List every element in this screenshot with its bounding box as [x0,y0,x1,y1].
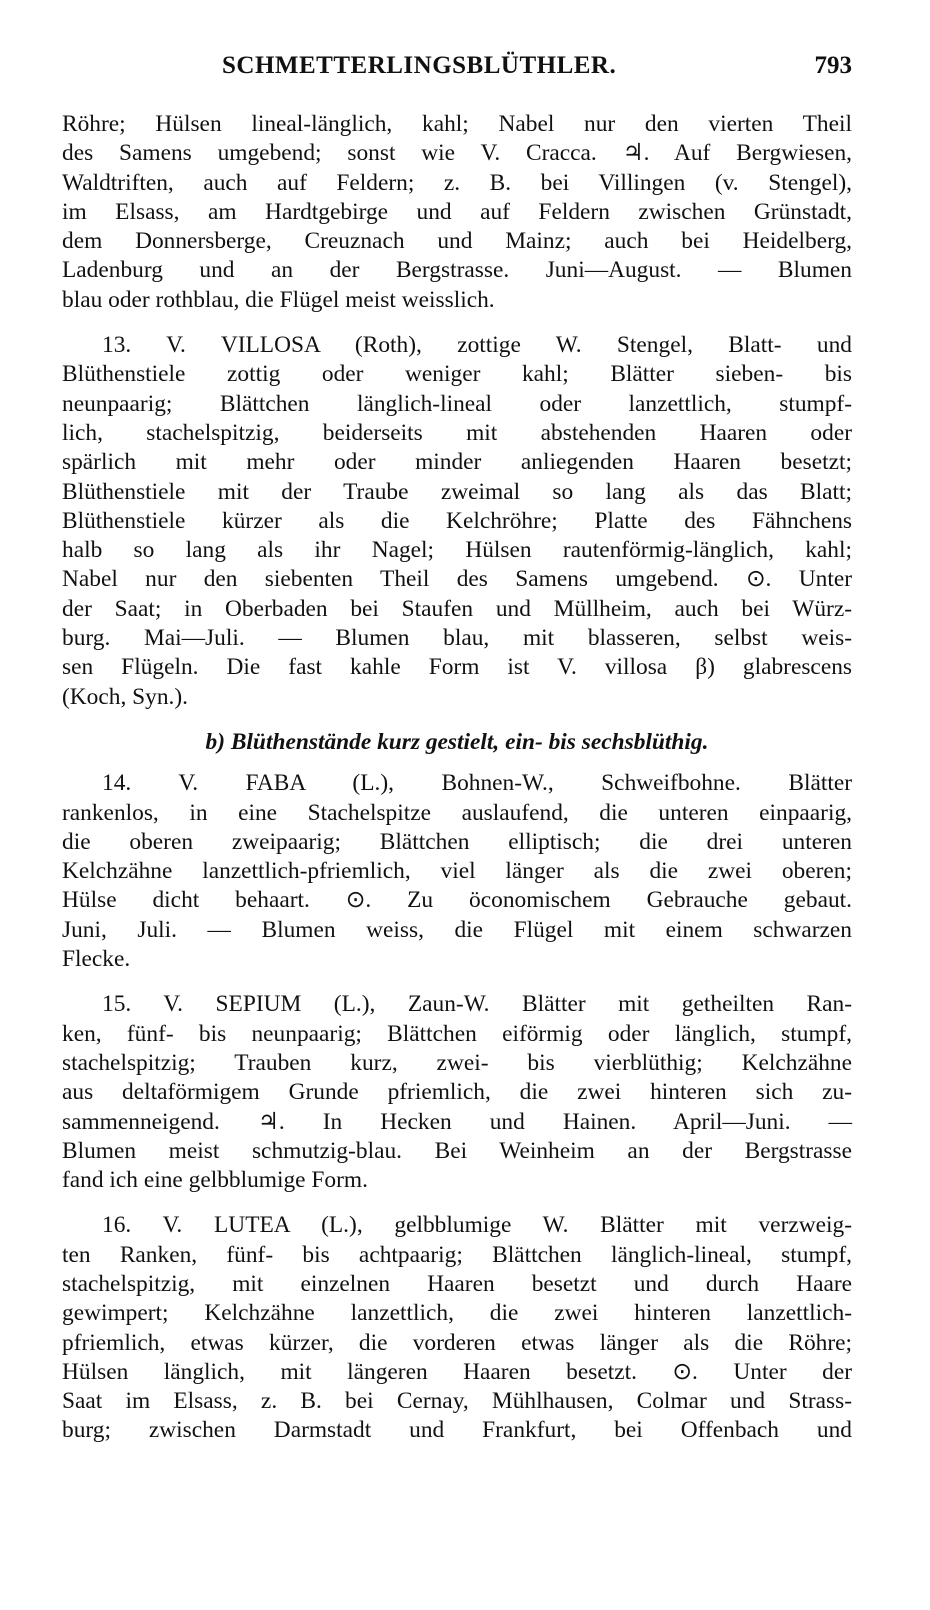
text-line: burg. Mai—Juli. — Blumen blau, mit blasseren, selbst weis- [62,625,852,652]
text-line: ken, fünf- bis neunpaarig; Blättchen eiförmig oder länglich, stumpf, [62,1020,852,1047]
text-line: Juni, Juli. — Blumen weiss, die Flügel mit einem schwarzen [62,916,852,943]
text-line: Kelchzähne lanzettlich-pfriemlich, viel länger als die zwei oberen; [62,858,852,885]
section-subheading: b) Blüthenstände kurz gestielt, ein- bis sechsblüthig. [205,728,709,755]
text-line: Nabel nur den siebenten Theil des Samens umgebend. ⊙. Unter [62,566,852,593]
text-line: (Koch, Syn.). [62,683,189,710]
text-line: Blüthenstiele mit der Traube zweimal so lang als das Blatt; [62,478,852,505]
species-heading-line: 16. V. LUTEA (L.), gelbblumige W. Blätter mit verzweig- [102,1212,852,1239]
text-line: Blüthenstiele zottig oder weniger kahl; Blätter sieben- bis [62,361,852,388]
text-line: dem Donnersberge, Creuznach und Mainz; auch bei Heidelberg, [62,228,852,255]
text-line: aus deltaförmigem Grunde pfriemlich, die zwei hinteren sich zu- [62,1079,852,1106]
text-line: gewimpert; Kelchzähne lanzettlich, die zwei hinteren lanzettlich- [62,1300,852,1327]
paragraph-continuation [62,110,852,315]
page-header [62,52,852,88]
species-entry-14 [62,769,852,974]
text-line: pfriemlich, etwas kürzer, die vorderen etwas länger als die Röhre; [62,1329,852,1356]
text-line: burg; zwischen Darmstadt und Frankfurt, bei Offenbach und [62,1417,852,1444]
text-line: der Saat; in Oberbaden bei Staufen und Müllheim, auch bei Würz- [62,595,852,622]
text-line: halb so lang als ihr Nagel; Hülsen rautenförmig-länglich, kahl; [62,537,852,564]
species-entry-13 [62,331,852,712]
text-line: rankenlos, in eine Stachelspitze auslaufend, die unteren einpaarig, [62,799,852,826]
text-line: Ladenburg und an der Bergstrasse. Juni—August. — Blumen [62,257,852,284]
text-line: lich, stachelspitzig, beiderseits mit abstehenden Haaren oder [62,419,852,446]
text-line: sen Flügeln. Die fast kahle Form ist V. villosa β) glabrescens [62,654,852,681]
text-line: sammenneigend. ♃. In Hecken und Hainen. April—Juni. — [62,1108,852,1135]
text-line: Röhre; Hülsen lineal-länglich, kahl; Nabel nur den vierten Theil [62,111,852,137]
text-line: des Samens umgebend; sonst wie V. Cracca. ♃. Auf Bergwiesen, [62,140,852,167]
text-line: ten Ranken, fünf- bis achtpaarig; Blättchen länglich-lineal, stumpf, [62,1241,852,1268]
text-line: Waldtriften, auch auf Feldern; z. B. bei Villingen (v. Stengel), [62,169,852,196]
text-line: Hülse dicht behaart. ⊙. Zu öconomischem Gebrauche gebaut. [62,887,852,914]
text-line: Hülsen länglich, mit längeren Haaren besetzt. ⊙. Unter der [62,1358,852,1385]
species-entry-16 [62,1211,852,1445]
text-line: stachelspitzig; Trauben kurz, zwei- bis vierblüthig; Kelchzähne [62,1049,852,1076]
species-heading-line: 14. V. FABA (L.), Bohnen-W., Schweifbohne. Blätter [102,770,852,797]
text-line: spärlich mit mehr oder minder anliegenden Haaren besetzt; [62,449,852,476]
text-line: die oberen zweipaarig; Blättchen elliptisch; die drei unteren [62,828,852,855]
species-heading-line: 15. V. SEPIUM (L.), Zaun-W. Blätter mit getheilten Ran- [102,991,852,1018]
page-number: 793 [814,52,852,79]
text-line: Flecke. [62,946,131,973]
text-line: Saat im Elsass, z. B. bei Cernay, Mühlhausen, Colmar und Strass- [62,1388,852,1415]
text-line: stachelspitzig, mit einzelnen Haaren besetzt und durch Haare [62,1270,852,1297]
species-heading-line: 13. V. VILLOSA (Roth), zottige W. Stengel, Blatt- und [102,332,852,359]
text-line: Blumen meist schmutzig-blau. Bei Weinheim an der Bergstrasse [62,1137,852,1164]
text-line: neunpaarig; Blättchen länglich-lineal oder lanzettlich, stumpf- [62,390,852,417]
species-entry-15 [62,990,852,1195]
text-line: im Elsass, am Hardtgebirge und auf Feldern zwischen Grünstadt, [62,198,852,225]
text-line: blau oder rothblau, die Flügel meist weisslich. [62,286,495,313]
text-line: Blüthenstiele kürzer als die Kelchröhre; Platte des Fähnchens [62,507,852,534]
text-line: fand ich eine gelbblumige Form. [62,1167,368,1194]
page-body [62,110,852,1446]
running-title: SCHMETTERLINGSBLÜTHLER. [222,52,617,79]
